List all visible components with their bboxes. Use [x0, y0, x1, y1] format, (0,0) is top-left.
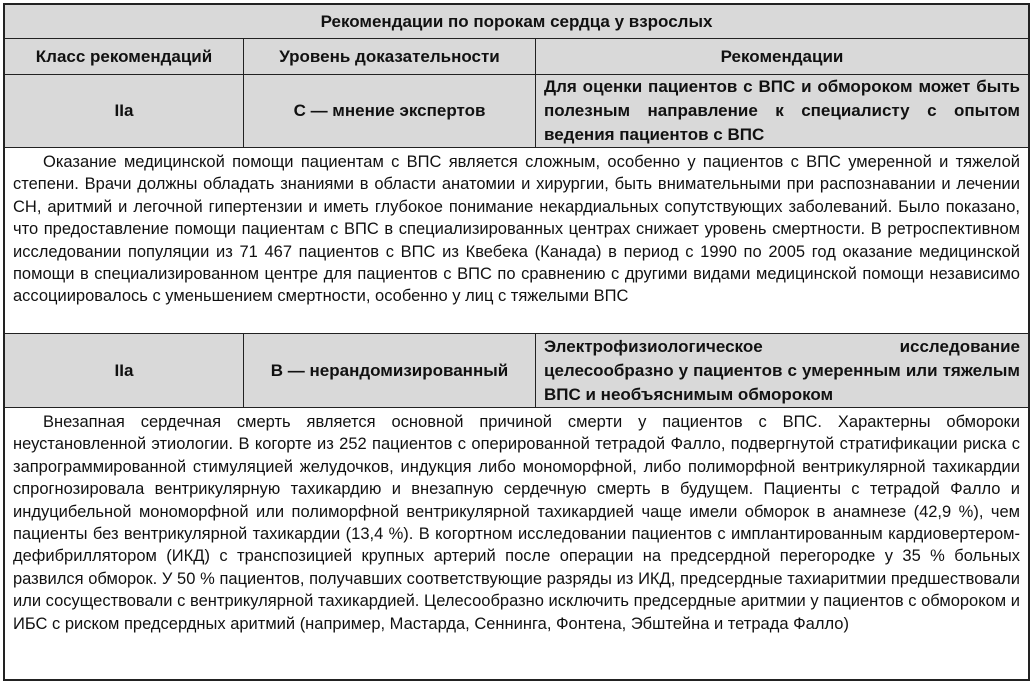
- recommendation-row: [5, 334, 1028, 408]
- recommendations-table: [3, 3, 1030, 681]
- table-header-row: [5, 39, 1028, 75]
- recommendation-class: IIa: [5, 75, 244, 147]
- header-class: Класс рекомендаций: [5, 39, 244, 74]
- recommendation-text: Для оценки пациентов с ВПС и обмороком может быть полезным направление к специалисту с опытом ведения пациентов с ВПС: [544, 77, 1020, 144]
- recommendation-class: IIa: [5, 334, 244, 407]
- header-recommendation: Рекомендации: [720, 46, 844, 66]
- evidence-level: C — мнение экспертов: [244, 75, 536, 147]
- evidence-level: B — нерандомизированный: [244, 334, 536, 407]
- recommendation-row: [5, 75, 1028, 148]
- recommendation-text: Электрофизиологическое исследование целесообразно у пациентов с умеренным или тяжелым ВПС и необъяснимым обмороком: [544, 336, 1020, 404]
- explanation-paragraph: Внезапная сердечная смерть является основной причиной смерти у пациентов с ВПС. Характерны обмороки неустановленной этиологии. В когорте из 252 пациентов с оперированной тетрадой Фалло, подвергнутой стратификации риска с запрограммированной стимуляцией желудочков, индукция либо мономорфной, либо полиморфной вентрикулярной тахикардии спрогнозировала вентрикулярную тахикардию и внезапную сердечную смерть в будущем. Пациенты с тетрадой Фалло и индуцибельной мономорфной или полиморфной вентрикулярной тахикардией чаще имели обморок в анамнезе (42,9 %), чем пациенты без вентрикулярной тахикардии (13,4 %). В когортном исследовании пациентов с имплантированным кардиовертером-дефибриллятором (ИКД) с транспозицией крупных артерий после операции на предсердной перегородке у 35 % больных развился обморок. У 50 % пациентов, получавших соответствующие разряды из ИКД, предсердные тахиаритмии предшествовали или сосуществовали с вентрикулярной тахикардией. Целесообразно исключить предсердные аритмии у пациентов с обмороком и ИБС с риском предсердных аритмий (например, Мастарда, Сеннинга, Фонтена, Эбштейна и тетрада Фалло): [13, 413, 1020, 633]
- explanation-paragraph: Оказание медицинской помощи пациентам с ВПС является сложным, особенно у пациентов с ВПС умеренной и тяжелой степени. Врачи должны обладать знаниями в области анатомии и хирургии, быть внимательными при распознавании и лечении СН, аритмий и легочной гипертензии и иметь глубокое понимание некардиальных сопутствующих заболеваний. Было показано, что предоставление помощи пациентам с ВПС в специализированных центрах снижает уровень смертности. В ретроспективном исследовании популяции из 71 467 пациентов с ВПС из Квебека (Канада) в период с 1990 по 2005 год оказание медицинской помощи в специализированном центре для пациентов с ВПС по сравнению с другими видами медицинской помощи независимо ассоциировалось с уменьшением смертности, особенно у лиц с тяжелыми ВПС: [5, 148, 1028, 334]
- header-level: Уровень доказательности: [244, 39, 536, 74]
- table-title: Рекомендации по порокам сердца у взрослых: [5, 5, 1028, 39]
